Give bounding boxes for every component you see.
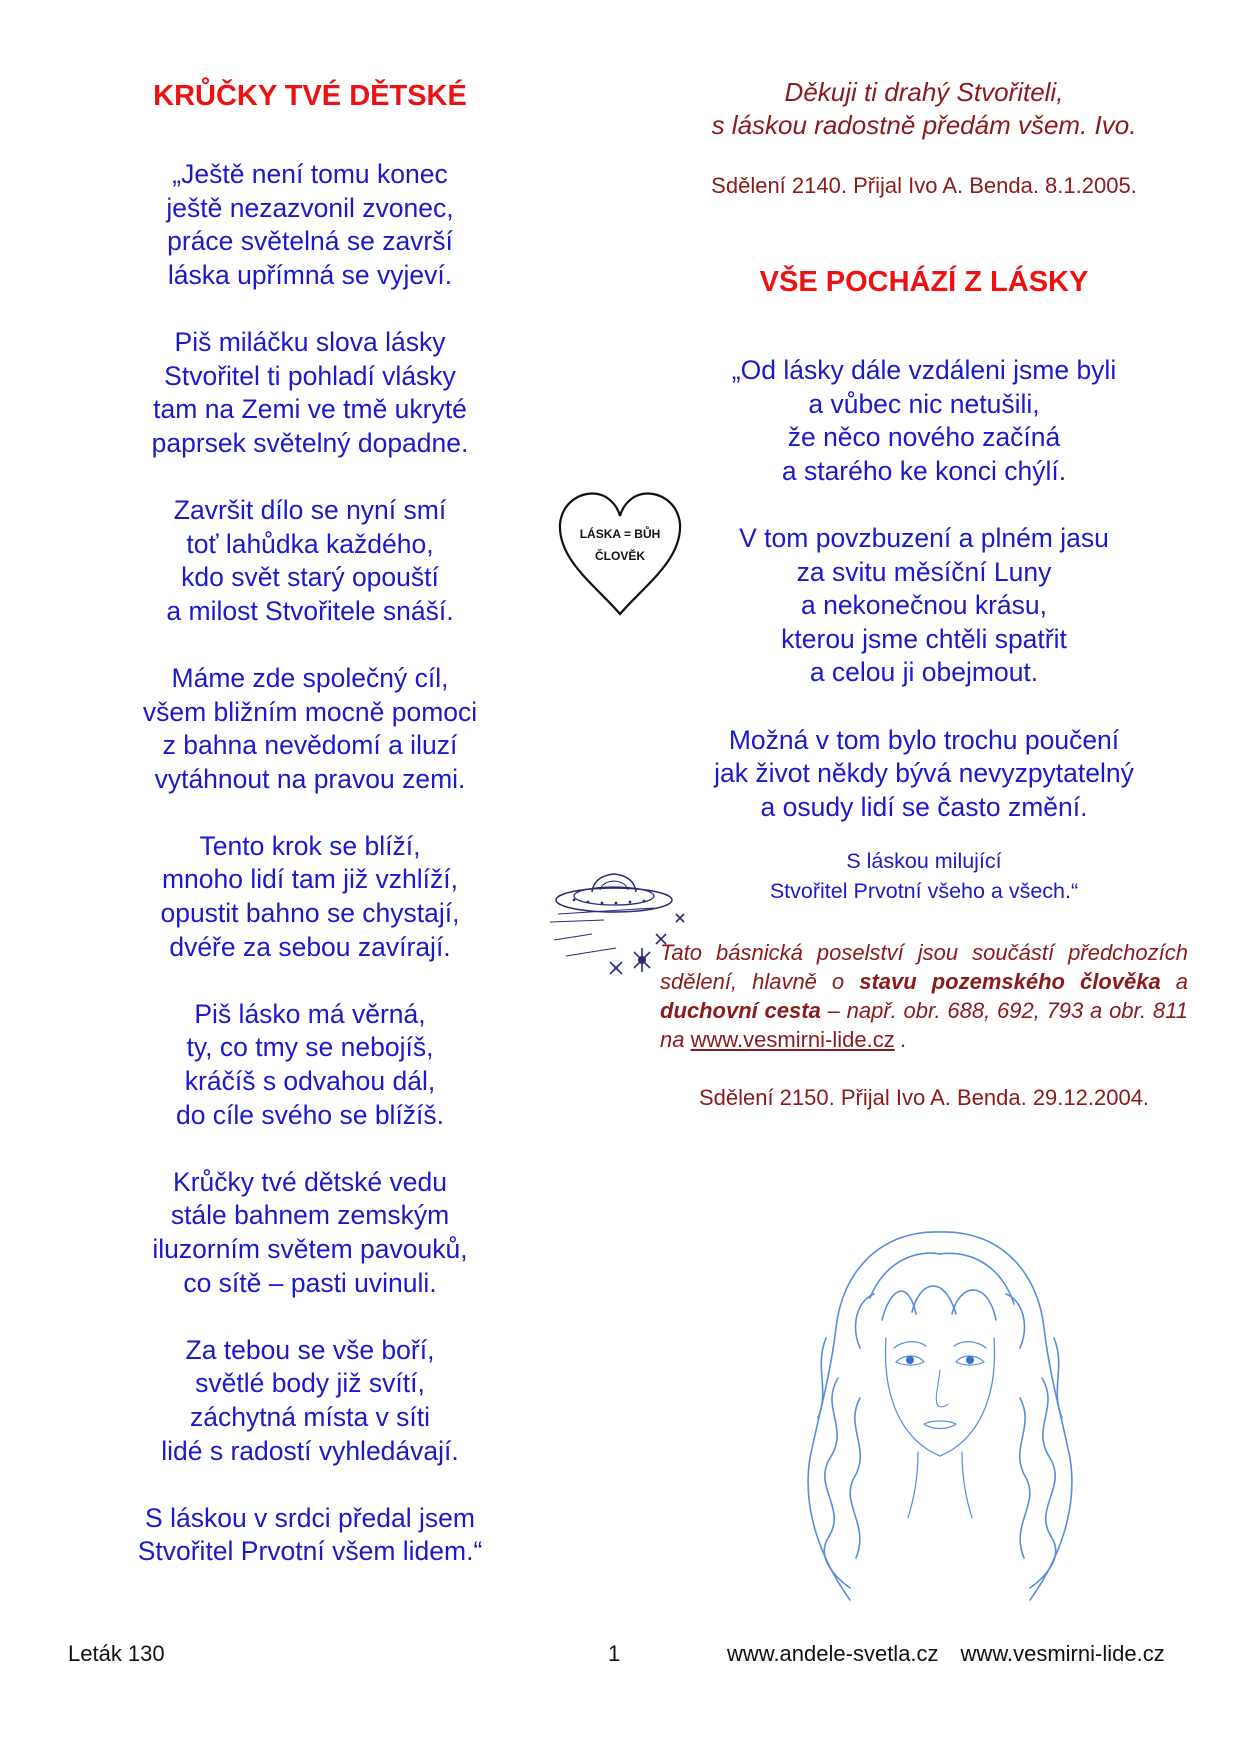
message-meta-2150: Sdělení 2150. Přijal Ivo A. Benda. 29.12.2004. <box>698 1085 1150 1111</box>
andele-svetla-link[interactable]: www.andele-svetla.cz <box>727 1641 939 1666</box>
note-bold-term: duchovní cesta <box>660 998 821 1024</box>
poem-line: „Od lásky dále vzdáleni jsme byli <box>731 355 1117 385</box>
poem-stanza <box>110 326 510 460</box>
poem-stanza <box>110 1334 510 1468</box>
poem-line: a osudy lidí se často změní. <box>760 791 1088 822</box>
poem-stanza <box>660 724 1188 825</box>
poem-left <box>110 158 510 1569</box>
poem-stanza <box>110 158 510 292</box>
poem-line: práce světelná se završí <box>167 226 453 257</box>
poem-line: „Ještě není tomu konec <box>172 159 448 189</box>
poem-stanza <box>110 830 510 964</box>
page-number: 1 <box>608 1641 621 1666</box>
poem-line: Máme zde společný cíl, <box>171 662 449 693</box>
poem-line: kterou jsme chtěli spatřit <box>781 623 1067 654</box>
note-text: Tato básnická poselství jsou součástí předchozích sdělení, hlavně o <box>660 940 1188 995</box>
left-column <box>110 78 510 1569</box>
poem-line: a vůbec nic netušili, <box>808 388 1040 419</box>
signature-line: S láskou milující <box>846 849 1002 874</box>
poem-line: z bahna nevědomí a iluzí <box>162 730 458 761</box>
note-bold-term: stavu pozemského člověka <box>859 969 1161 995</box>
signature-line: Stvořitel Prvotní všeho a všech.“ <box>769 879 1079 904</box>
poem-line: Tento krok se blíží, <box>199 830 421 861</box>
poem-line: S láskou v srdci předal jsem <box>145 1502 475 1533</box>
poem-line: vytáhnout na pravou zemi. <box>154 763 466 794</box>
poem-line: za svitu měsíční Luny <box>796 556 1052 587</box>
poem-line: co sítě – pasti uvinuli. <box>183 1267 437 1298</box>
poem-stanza <box>110 494 510 628</box>
poem-line: a milost Stvořitele snáší. <box>166 595 454 626</box>
signature <box>660 846 1188 906</box>
poem-line: do cíle svého se blížíš. <box>175 1099 445 1130</box>
heart-icon <box>556 488 684 616</box>
poem-line: tam na Zemi ve tmě ukryté <box>153 394 467 425</box>
heart-text-top: LÁSKA = BŮH <box>579 527 661 541</box>
poem-stanza <box>110 1166 510 1300</box>
poem-line: ještě nezazvonil zvonec, <box>166 192 454 223</box>
poem-line: kdo svět starý opouští <box>181 562 439 593</box>
message-meta-2140: Sdělení 2140. Přijal Ivo A. Benda. 8.1.2005. <box>711 173 1137 198</box>
note-paragraph <box>660 938 1188 1054</box>
poem-line: jak život někdy bývá nevyzpytatelný <box>714 758 1134 789</box>
vesmirni-lide-footer-link[interactable]: www.vesmirni-lide.cz <box>960 1641 1165 1666</box>
poem-line: ty, co tmy se nebojíš, <box>186 1032 434 1063</box>
poem-line: Stvořitel Prvotní všem lidem.“ <box>137 1536 483 1567</box>
thanks-line: s láskou radostně předám všem. Ivo. <box>711 110 1137 140</box>
right-column <box>660 76 1188 1112</box>
poem-line: toť lahůdka každého, <box>186 528 434 559</box>
thanks-line: Děkuji ti drahý Stvořiteli, <box>784 77 1064 107</box>
poem-line: a celou ji obejmout. <box>809 657 1039 688</box>
poem-line: Krůčky tvé dětské vedu <box>173 1166 447 1197</box>
poem-line: Piš lásko má věrná, <box>194 998 426 1029</box>
leaflet-number: Leták 130 <box>68 1641 165 1666</box>
girl-portrait-icon <box>790 1228 1090 1610</box>
poem-line: Piš miláčku slova lásky <box>174 326 446 357</box>
poem-line: mnoho lidí tam již vzhlíží, <box>161 864 459 895</box>
poem-right <box>660 354 1188 824</box>
poem-line: V tom povzbuzení a plném jasu <box>739 522 1109 553</box>
poem-line: všem bližním mocně pomoci <box>142 696 478 727</box>
poem-stanza <box>110 998 510 1132</box>
note-text: – např. obr. 688, 692, 793 a obr. 811 na <box>660 998 1189 1053</box>
poem-stanza <box>110 662 510 796</box>
note-text: a <box>1160 969 1188 995</box>
poem-stanza <box>660 354 1188 488</box>
poem-stanza <box>660 522 1188 690</box>
heart-text-bottom: ČLOVĚK <box>594 549 646 563</box>
poem-line: lidé s radostí vyhledávají. <box>161 1435 459 1466</box>
poem-line: Za tebou se vše boří, <box>185 1334 435 1365</box>
poem-line: světlé body již svítí, <box>195 1368 425 1399</box>
ufo-icon <box>544 862 694 982</box>
thanks-text <box>660 76 1188 142</box>
poem-line: iluzorním světem pavouků, <box>152 1234 468 1264</box>
note-text: . <box>894 1027 907 1053</box>
poem-line: opustit bahno se chystají, <box>160 898 460 929</box>
poem-line: Stvořitel ti pohladí vlásky <box>164 360 456 391</box>
poem-line: Možná v tom bylo trochu poučení <box>728 724 1120 755</box>
poem-line: dvéře za sebou zavírají. <box>169 931 451 962</box>
poem-line: že něco nového začíná <box>787 422 1061 453</box>
poem-line: paprsek světelný dopadne. <box>151 427 469 458</box>
poem-line: stále bahnem zemským <box>170 1200 450 1231</box>
poem-line: záchytná místa v síti <box>189 1401 431 1432</box>
poem-title-right: VŠE POCHÁZÍ Z LÁSKY <box>759 266 1089 298</box>
poem-line: a nekonečnou krásu, <box>800 590 1048 621</box>
poem-stanza <box>110 1502 510 1569</box>
poem-title-left: KRŮČKY TVÉ DĚTSKÉ <box>153 80 467 112</box>
poem-line: Završit dílo se nyní smí <box>173 494 447 525</box>
poem-line: kráčíš s odvahou dál, <box>184 1066 436 1097</box>
footer-links <box>727 1640 1165 1668</box>
poem-line: a starého ke konci chýlí. <box>781 455 1067 486</box>
poem-line: láska upřímná se vyjeví. <box>167 259 453 290</box>
vesmirni-lide-link[interactable]: www.vesmirni-lide.cz <box>690 1027 895 1053</box>
